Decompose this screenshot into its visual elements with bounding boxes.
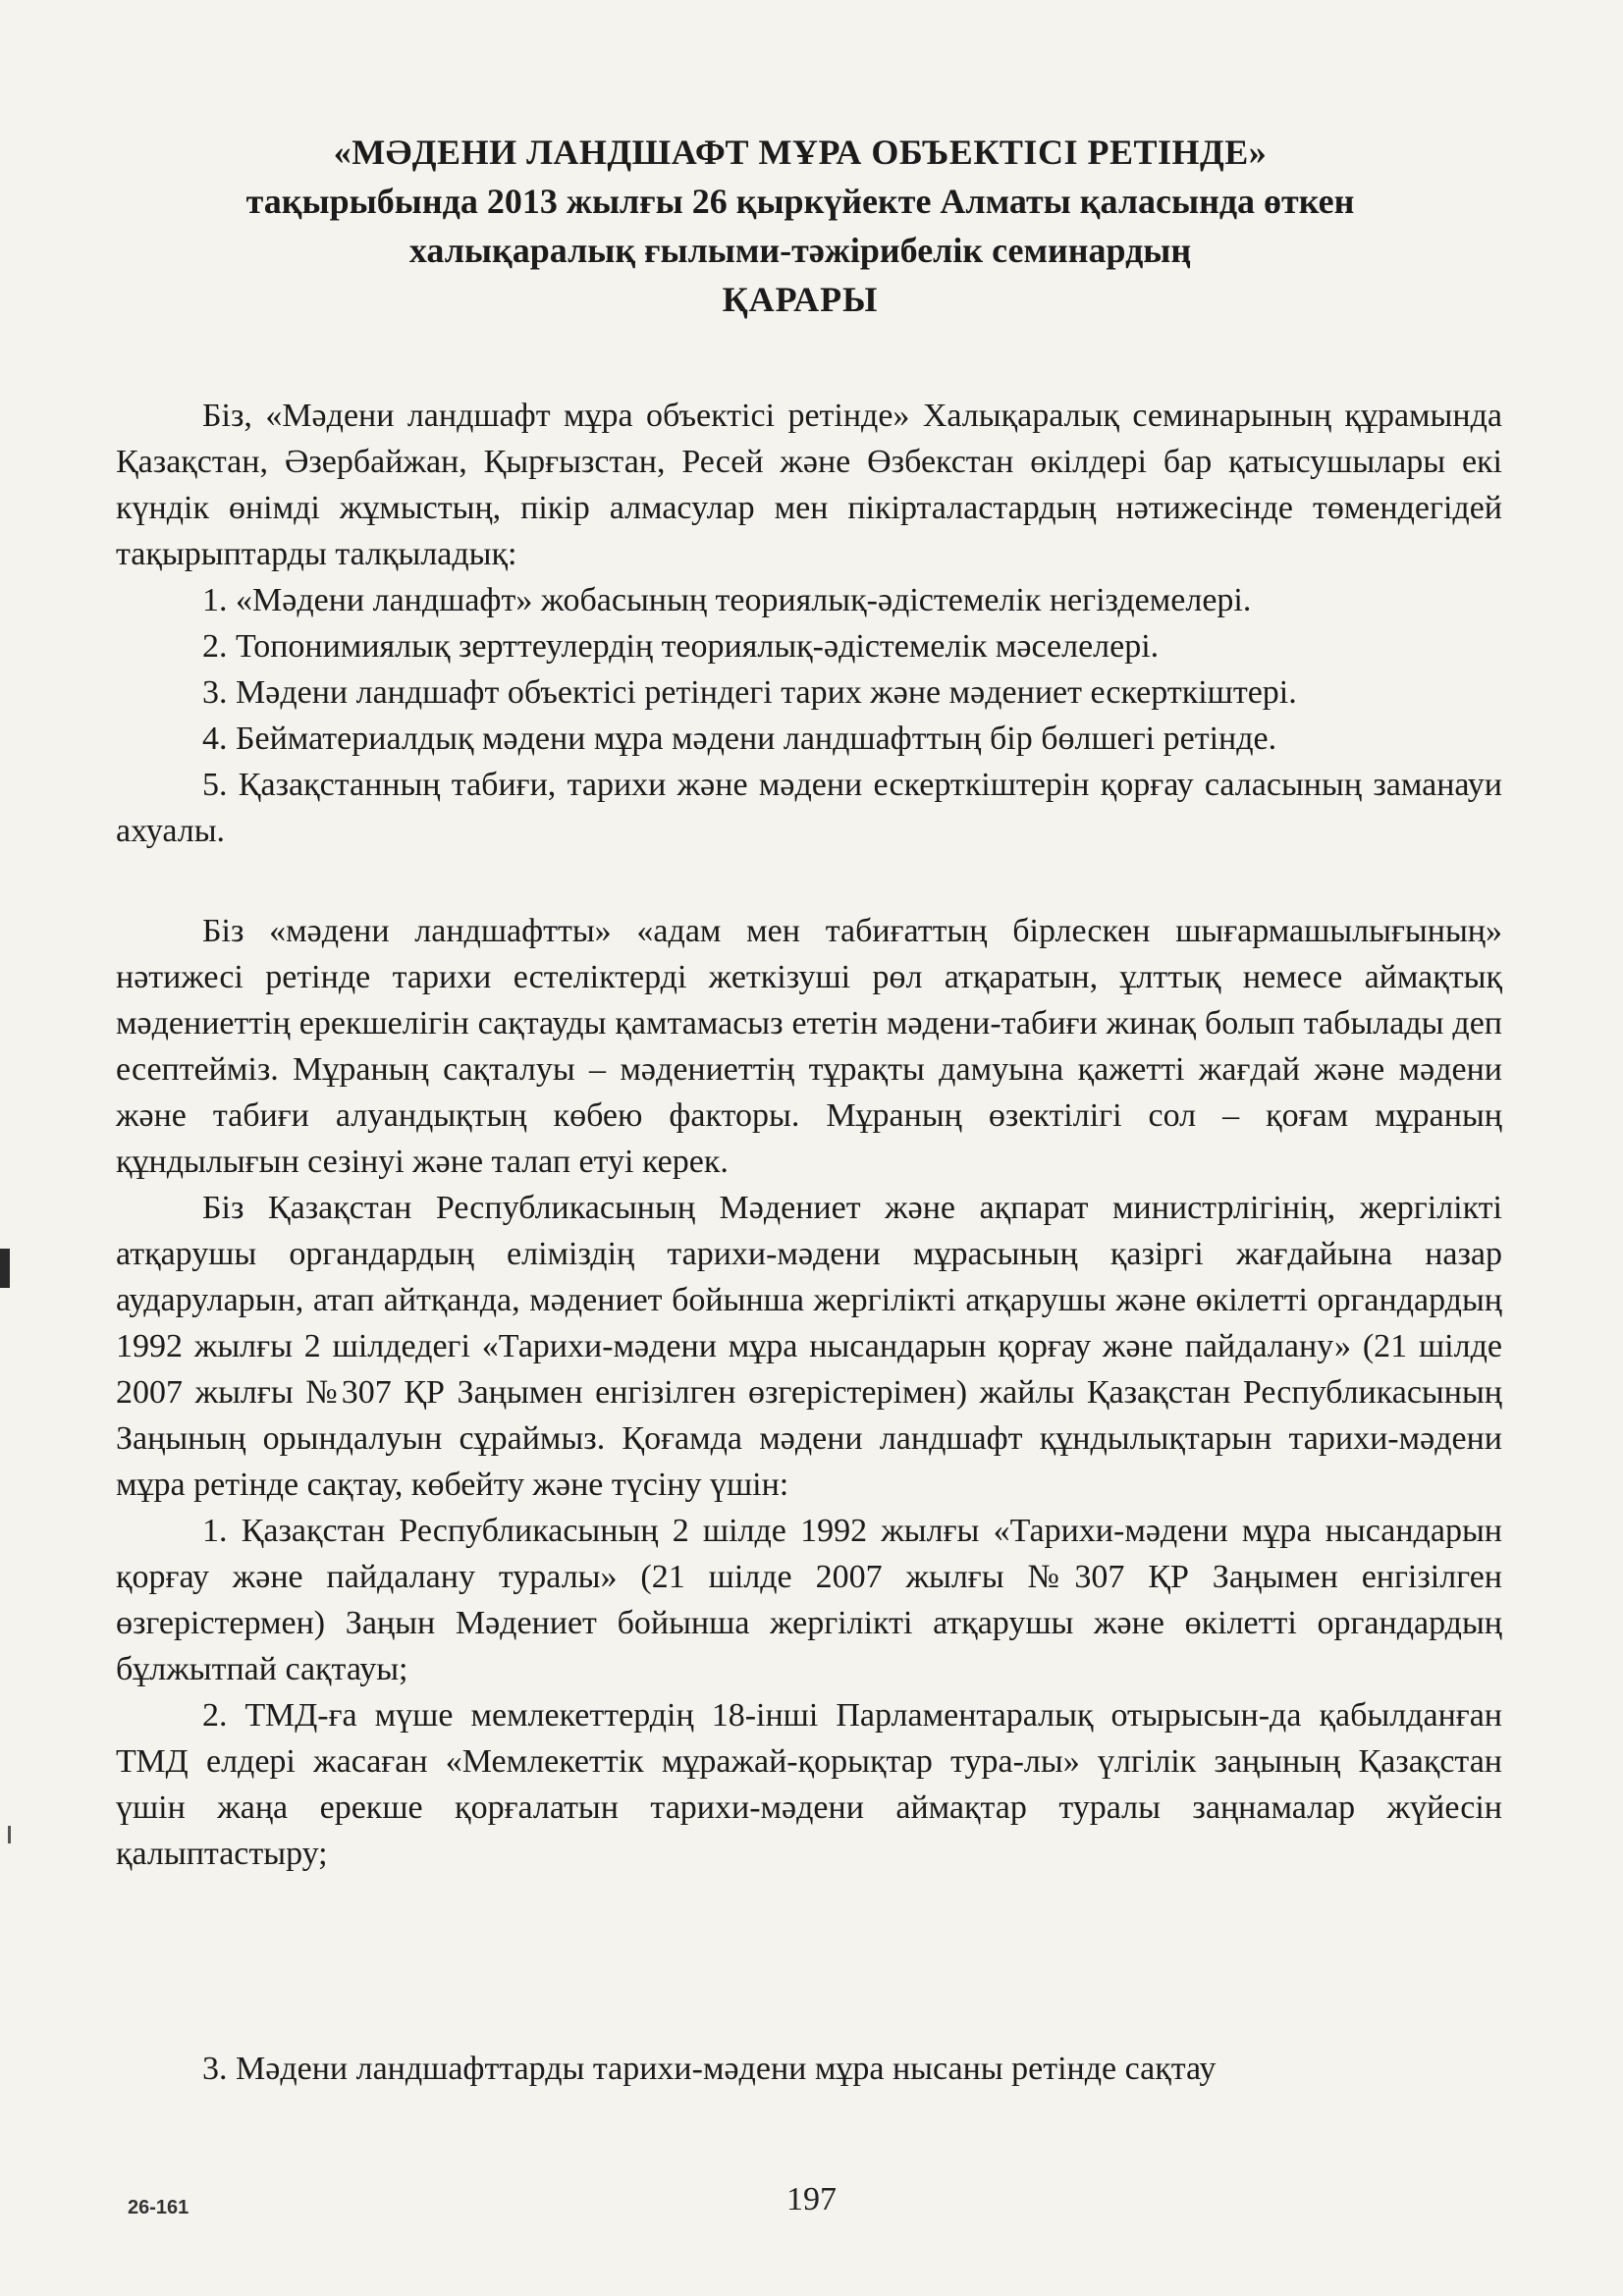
- topic-item: 3. Мәдени ландшафт объектісі ретіндегі тарих және мәдениет ескерткіштері.: [202, 674, 1297, 711]
- topic-item: 2. Топонимиялық зерттеулердің теориялық-әдістемелік мәселелері.: [202, 628, 1160, 665]
- body-section: [116, 908, 1502, 1877]
- resolution-item: 3. Мәдени ландшафттарды тарихи-мәдени мұра нысаны ретінде сақтау: [202, 2051, 1217, 2087]
- intro-section: [116, 393, 1502, 854]
- heading-subtitle-line-1: тақырыбында 2013 жылғы 26 қыркүйекте Алматы қаласында өткен: [245, 182, 1355, 221]
- binding-mark: [0, 1249, 10, 1288]
- document-heading: [118, 128, 1483, 324]
- binding-tick: [8, 1826, 11, 1843]
- print-code: 26-161: [128, 2197, 189, 2218]
- heading-resolution-label: ҚАРАРЫ: [722, 280, 879, 319]
- body-paragraph-heritage: Біз «мәдени ландшафтты» «адам мен табиғаттың бірлескен шығармашылығының» нәтижесі ретінде тарихи естеліктерді жеткізуші рөл атқаратын, ұлттық немесе аймақтық мәдениеттің ерекшелігін сақтауды қамтамасыз ететін мәдени-табиғи жинақ болып табылады деп есептейміз. Мұраның сақталуы – мәдениеттің тұрақты дамуына қажетті жағдай және мәдени және табиғи алуандықтың көбею факторы. Мұраның өзектілігі сол – қоғам мұраның құндылығын сезінуі және талап етуі керек.: [116, 913, 1502, 1180]
- heading-title: «МӘДЕНИ ЛАНДШАФТ МҰРА ОБЪЕКТІСІ РЕТІНДЕ»: [333, 133, 1268, 172]
- topic-item: 5. Қазақстанның табиғи, тарихи және мәдени ескерткіштерін қорғау саласының заманауи ахуалы.: [116, 767, 1502, 849]
- continuation-section: [116, 2046, 1502, 2092]
- resolution-item: 2. ТМД-ға мүше мемлекеттердің 18-інші Парламентаралық отырысын-да қабылданған ТМД елдері жасаған «Мемлекеттік мұражай-қорықтар тура-лы» үлгілік заңының Қазақстан үшін жаңа ерекше қорғалатын тарихи-мәдени аймақтар туралы заңнамалар жүйесін қалыптастыру;: [116, 1697, 1502, 1872]
- intro-paragraph: Біз, «Мәдени ландшафт мұра объектісі ретінде» Халықаралық семинарының құрамында Қазақстан, Әзербайжан, Қырғызстан, Ресей және Өзбекстан өкілдері бар қатысушылары екі күндік өнімді жұмыстың, пікір алмасулар мен пікірталастардың нәтижесінде төмендегідей тақырыптарды талқыладық:: [116, 398, 1502, 572]
- topic-item: 4. Бейматериалдық мәдени мұра мәдени ландшафттың бір бөлшегі ретінде.: [202, 721, 1277, 757]
- page-number: 197: [786, 2181, 837, 2217]
- body-paragraph-request: Біз Қазақстан Республикасының Мәдениет және ақпарат министрлігінің, жергілікті атқарушы органдардың еліміздің тарихи-мәдени мұрасының қазіргі жағдайына назар аударуларын, атап айтқанда, мәдениет бойынша жергілікті атқарушы және өкілетті органдардың 1992 жылғы 2 шілдедегі «Тарихи-мәдени мұра нысандарын қорғау және пайдалану» (21 шілде 2007 жылғы №307 ҚР Заңымен енгізілген өзгерістерімен) жайлы Қазақстан Республикасының Заңының орындалуын сұраймыз. Қоғамда мәдени ландшафт құндылықтарын тарихи-мәдени мұра ретінде сақтау, көбейту және түсіну үшін:: [116, 1190, 1502, 1503]
- resolution-item: 1. Қазақстан Республикасының 2 шілде 1992 жылғы «Тарихи-мәдени мұра нысандарын қорғау және пайдалану туралы» (21 шілде 2007 жылғы №307 ҚР Заңымен енгізілген өзгерістермен) Заңын Мәдениет бойынша жергілікті атқарушы және өкілетті органдардың бұлжытпай сақтауы;: [116, 1513, 1502, 1687]
- topic-item: 1. «Мәдени ландшафт» жобасының теориялық-әдістемелік негіздемелері.: [202, 582, 1252, 618]
- heading-subtitle-line-2: халықаралық ғылыми-тәжірибелік семинардың: [408, 231, 1192, 270]
